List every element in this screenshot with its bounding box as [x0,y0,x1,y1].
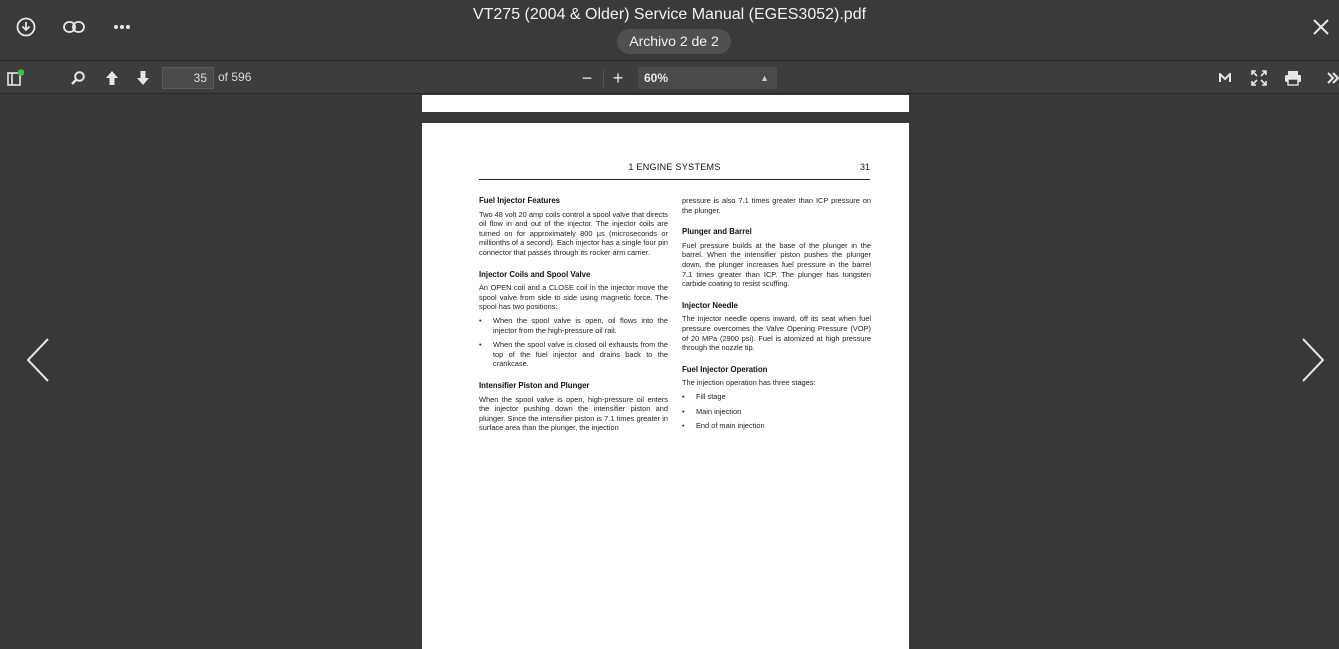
page-number-input[interactable] [162,67,214,89]
bullet-list [682,392,871,431]
heading-fuel-injector-features: Fuel Injector Features [479,196,561,205]
list-item: • When the spool valve is open, oil flows into the injector from the high-pressure oil rail. [479,316,668,335]
right-column [682,196,871,443]
chevron-right-icon[interactable] [1297,335,1327,385]
heading-injector-coils: Injector Coils and Spool Valve [479,269,591,279]
more-tools-icon[interactable] [1322,68,1339,88]
heading-injector-needle: Injector Needle [682,300,738,310]
paragraph: pressure is also 7.1 times greater than ICP pressure on the plunger. [682,196,871,215]
paragraph: When the spool valve is open, high-pressure oil enters the injector pushing down the intensifier piston and plunger. Since the intensifier piston is 7.1 times greater in surface area than the plunger, the injection [479,394,668,433]
pdf-toolbar [0,62,1339,94]
paragraph: Fuel pressure builds at the base of the plunger in the barrel. When the intensifier piston pushes the plunger down, the plunger increases fuel pressure in the barrel 7.1 times greater than ICP. The plunger has tungsten carbide coating to resist scuffing. [682,240,871,289]
zoom-select[interactable] [638,67,777,89]
file-counter-badge: Archivo 2 de 2 [617,29,731,54]
presentation-icon[interactable] [1214,68,1236,88]
toolbar-divider [603,69,604,87]
zoom-in-button[interactable]: + [612,67,624,88]
paragraph: The injector needle opens inward, off its seat when fuel pressure overcomes the Valve Opening Pressure (VOP) of 20 MPa (2900 psi). Fuel is atomized at high pressure through the nozzle tip. [682,314,871,353]
list-item: • When the spool valve is closed oil exhausts from the top of the fuel injector and drains back to the crankcase. [479,340,668,369]
print-icon[interactable] [1282,68,1304,88]
select-arrows-icon: ▲ [760,73,769,83]
zoom-value: 60% [644,71,669,85]
sidebar-toggle-icon[interactable] [4,68,26,88]
list-item: • End of main injection [682,421,871,431]
zoom-out-button[interactable]: − [581,67,593,88]
fullscreen-icon[interactable] [1248,68,1270,88]
next-page-icon[interactable] [132,68,154,88]
paragraph: The injection operation has three stages: [682,378,816,388]
page-number: 31 [859,162,870,172]
list-item: • Fill stage [682,392,871,402]
close-icon[interactable] [1308,14,1334,40]
heading-injector-operation: Fuel Injector Operation [682,364,768,374]
pdf-page [422,123,909,649]
viewer-header [0,0,1339,61]
document-viewport[interactable] [0,95,1339,649]
heading-plunger-barrel: Plunger and Barrel [682,227,752,237]
previous-page-icon[interactable] [101,68,123,88]
paragraph: An OPEN coil and a CLOSE coil in the injector move the spool valve from side to side using magnetic force. The spool has two positions: [479,283,668,312]
list-item: • Main injection [682,407,871,417]
page-header [479,162,870,180]
search-icon[interactable] [67,68,89,88]
paragraph: Two 48 volt 20 amp coils control a spool valve that directs oil flow in and out of the injector. The injector coils are turned on for approximately 800 µs (microseconds or millionths of a second). Each injector has a single four pin connector that passes through its rocker arm carrier. [479,209,668,257]
heading-intensifier-piston: Intensifier Piston and Plunger [479,380,590,390]
bullet-list [479,316,668,369]
page-count-label: of 596 [218,70,252,84]
section-title: 1 ENGINE SYSTEMS [628,162,721,172]
previous-page-preview [422,95,909,112]
document-title: VT275 (2004 & Older) Service Manual (EGES3052).pdf [472,6,867,23]
chevron-left-icon[interactable] [24,335,54,385]
left-column [479,196,668,445]
